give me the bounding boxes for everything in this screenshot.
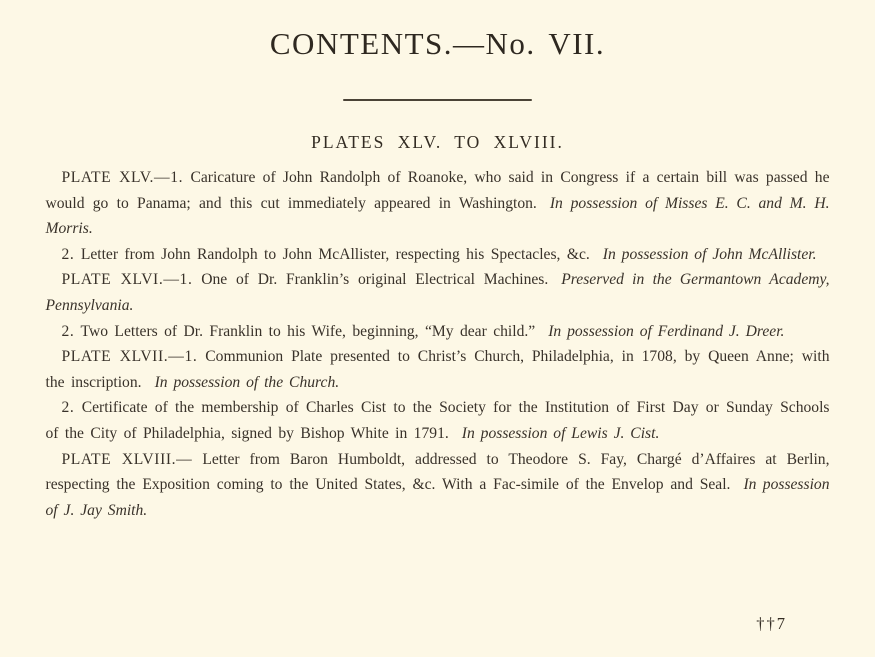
entry-text: One of Dr. Franklin’s original Electrical Machines. — [201, 271, 549, 289]
entry-label: 2. — [61, 399, 75, 417]
entry-credit: Preserved in the Germantown Academy, Pennsylvania. — [45, 271, 830, 314]
entry-credit: In possession of John McAllister. — [602, 245, 817, 263]
page-title: CONTENTS.—No. VII. — [269, 26, 606, 61]
section-heading: PLATES XLV. TO XLVIII. — [311, 132, 564, 152]
signature-mark: ††7 — [756, 614, 787, 633]
entry-text: Communion Plate presented to Christ’s Church, Philadelphia, in 1708, by Queen Anne; with the inscription. — [45, 348, 830, 391]
entry-text: Caricature of John Randolph of Roanoke, who said in Congress if a certain bill was passed he would go to Panama; and this cut immediately appeared in Washington. — [45, 169, 830, 212]
entry-credit: In possession of Ferdinand J. Dreer. — [548, 322, 785, 340]
entry-text: Certificate of the membership of Charles Cist to the Society for the Institution of First Day or Sunday Schools of the City of Philadelphia, signed by Bishop White in 1791. — [45, 399, 830, 442]
contents-entry — [46, 344, 830, 395]
entry-text: Two Letters of Dr. Franklin to his Wife, beginning, “My dear child.” — [80, 322, 536, 340]
entry-label: PLATE XLVI.—1. — [61, 271, 193, 289]
entry-text: Letter from Baron Humboldt, addressed to Theodore S. Fay, Chargé d’Affaires at Berlin, respecting the Exposition coming to the United States, &c. With a Fac-simile of the Envelop and Seal. — [45, 450, 830, 494]
entry-label: PLATE XLV.—1. — [61, 169, 184, 186]
section-divider-rule — [343, 99, 532, 101]
contents-entry — [46, 267, 830, 318]
entry-label: 2. — [61, 322, 75, 340]
entry-credit: In possession of Lewis J. Cist. — [461, 424, 660, 442]
contents-entry — [46, 447, 830, 524]
entry-credit: In possession of J. Jay Smith. — [45, 476, 830, 519]
entry-credit: In possession of Misses E. C. and M. H. Morris. — [45, 194, 830, 238]
entry-label: 2. — [61, 245, 75, 263]
contents-entry — [46, 165, 830, 242]
entry-label: PLATE XLVIII.— — [61, 450, 193, 468]
contents-list — [46, 165, 830, 523]
entry-credit: In possession of the Church. — [154, 373, 340, 391]
entry-label: PLATE XLVII.—1. — [61, 348, 198, 366]
contents-entry — [46, 319, 830, 345]
contents-entry — [46, 242, 830, 268]
entry-text: Letter from John Randolph to John McAllister, respecting his Spectacles, &c. — [80, 245, 590, 263]
contents-entry — [46, 395, 830, 446]
